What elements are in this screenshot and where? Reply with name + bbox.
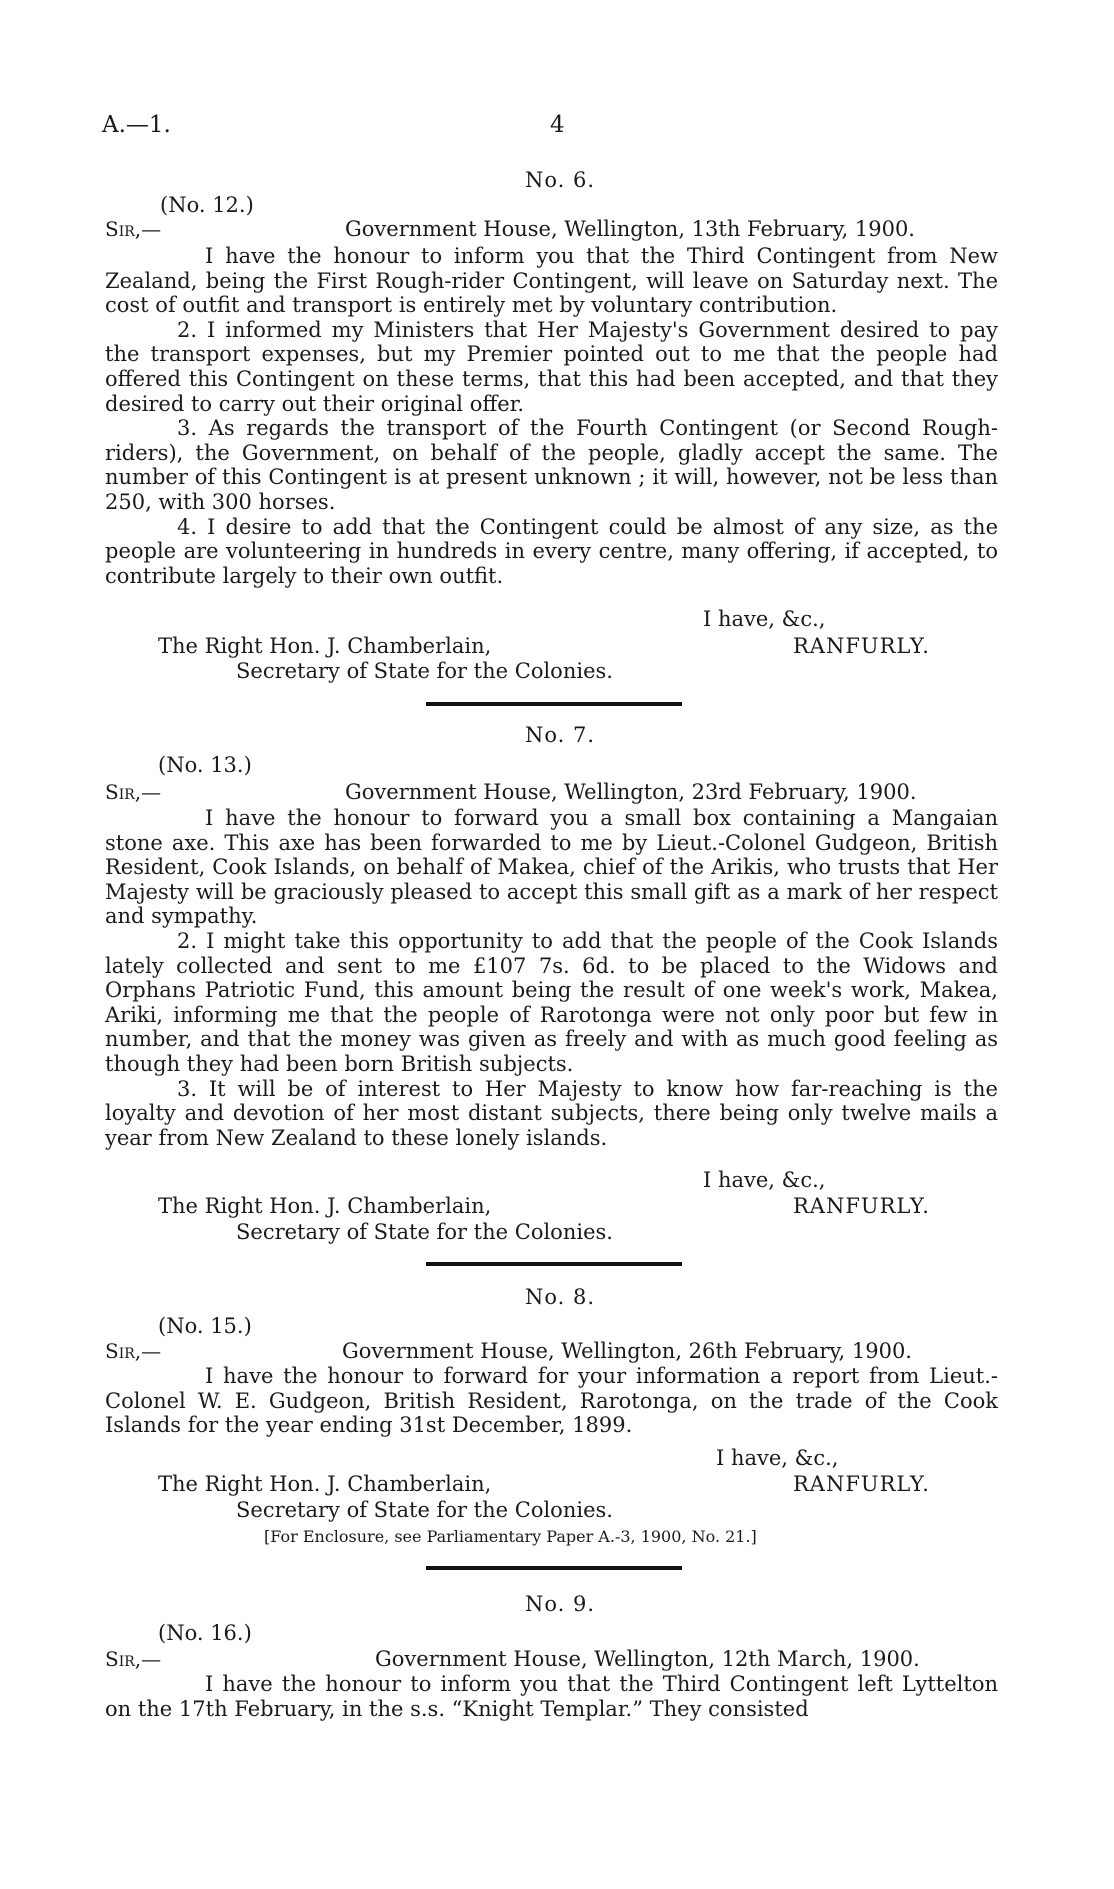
signature-6: RANFURLY.: [793, 634, 930, 658]
paragraph: I have the honour to inform you that the Third Contingent from New Zealand, being the First Rough-rider Contingent, will leave on Saturday next. The cost of outfit and transport is entirely met by voluntary contribution.: [105, 244, 998, 318]
addressee-title-7: Secretary of State for the Colonies.: [236, 1220, 613, 1244]
addressee-title-6: Secretary of State for the Colonies.: [236, 659, 613, 683]
salutation-8: Sir,—: [105, 1339, 162, 1363]
dateline-6: Government House, Wellington, 13th February, 1900.: [345, 217, 915, 241]
letter-ref-6: (No. 12.): [160, 193, 254, 217]
paragraph: 2. I might take this opportunity to add that the people of the Cook Islands lately collected and sent to me £107 7s. 6d. to be placed to the Widows and Orphans Patriotic Fund, this amount being the result of one week's work, Makea, Ariki, informing me that the people of Rarotonga were not only poor but few in number, and that the money was given as freely and with as much good feeling as though they had been born British subjects.: [105, 928, 998, 1076]
closing-7: I have, &c.,: [703, 1168, 826, 1192]
addressee-7: The Right Hon. J. Chamberlain,: [158, 1194, 492, 1218]
paragraph: 3. It will be of interest to Her Majesty to know how far-reaching is the loyalty and devotion of her most distant subjects, there being only twelve mails a year from New Zealand to these lonely islands.: [105, 1076, 998, 1150]
letter-heading-7: No. 7.: [525, 723, 596, 747]
paragraph: I have the honour to forward for your information a report from Lieut.-Colonel W. E. Gudgeon, British Resident, Rarotonga, on the trade of the Cook Islands for the year ending 31st December, 1899.: [105, 1364, 998, 1438]
addressee-title-8: Secretary of State for the Colonies.: [236, 1498, 613, 1522]
letter-heading-9: No. 9.: [525, 1592, 596, 1616]
paragraph: 4. I desire to add that the Contingent could be almost of any size, as the people are volunteering in hundreds in every centre, many offering, if accepted, to contribute largely to their own outfit.: [105, 514, 998, 588]
paragraph: I have the honour to forward you a small box containing a Mangaian stone axe. This axe has been forwarded to me by Lieut.-Colonel Gudgeon, British Resident, Cook Islands, on behalf of Makea, chief of the Arikis, who trusts that Her Majesty will be graciously pleased to accept this small gift as a mark of her respect and sympathy.: [105, 806, 998, 929]
section-divider: [426, 1566, 682, 1570]
closing-8: I have, &c.,: [716, 1446, 839, 1470]
signature-8: RANFURLY.: [793, 1472, 930, 1496]
paragraph: 2. I informed my Ministers that Her Majesty's Government desired to pay the transport expenses, but my Premier pointed out to me that the people had offered this Contingent on these terms, that this had been accepted, and that they desired to carry out their original offer.: [105, 317, 998, 416]
paragraph: 3. As regards the transport of the Fourth Contingent (or Second Rough-riders), the Government, on behalf of the people, gladly accept the same. The number of this Contingent is at present unknown ; it will, however, not be less than 250, with 300 horses.: [105, 416, 998, 514]
salutation-6: Sir,—: [105, 217, 162, 241]
closing-6: I have, &c.,: [703, 607, 826, 631]
letter-ref-9: (No. 16.): [158, 1621, 252, 1645]
letter-ref-7: (No. 13.): [158, 753, 252, 777]
letter-body-8: [105, 1364, 998, 1438]
enclosure-note: [For Enclosure, see Parliamentary Paper A.-3, 1900, No. 21.]: [264, 1527, 757, 1546]
salutation-7: Sir,—: [105, 780, 162, 804]
dateline-9: Government House, Wellington, 12th March, 1900.: [375, 1647, 920, 1671]
addressee-8: The Right Hon. J. Chamberlain,: [158, 1472, 492, 1496]
section-divider: [426, 702, 682, 706]
dateline-8: Government House, Wellington, 26th February, 1900.: [342, 1339, 912, 1363]
letter-heading-6: No. 6.: [525, 168, 596, 192]
letter-body-9: [105, 1672, 998, 1721]
letter-body-6: [105, 244, 998, 588]
page-number: 4: [550, 112, 565, 138]
section-divider: [426, 1262, 682, 1266]
letter-heading-8: No. 8.: [525, 1285, 596, 1309]
signature-7: RANFURLY.: [793, 1194, 930, 1218]
document-reference: A.—1.: [102, 112, 171, 138]
addressee-6: The Right Hon. J. Chamberlain,: [158, 634, 492, 658]
letter-ref-8: (No. 15.): [158, 1314, 252, 1338]
letter-body-7: [105, 806, 998, 1150]
salutation-9: Sir,—: [105, 1647, 162, 1671]
dateline-7: Government House, Wellington, 23rd February, 1900.: [345, 780, 917, 804]
paragraph: I have the honour to inform you that the Third Contingent left Lyttelton on the 17th February, in the s.s. “Knight Templar.” They consisted: [105, 1672, 998, 1721]
